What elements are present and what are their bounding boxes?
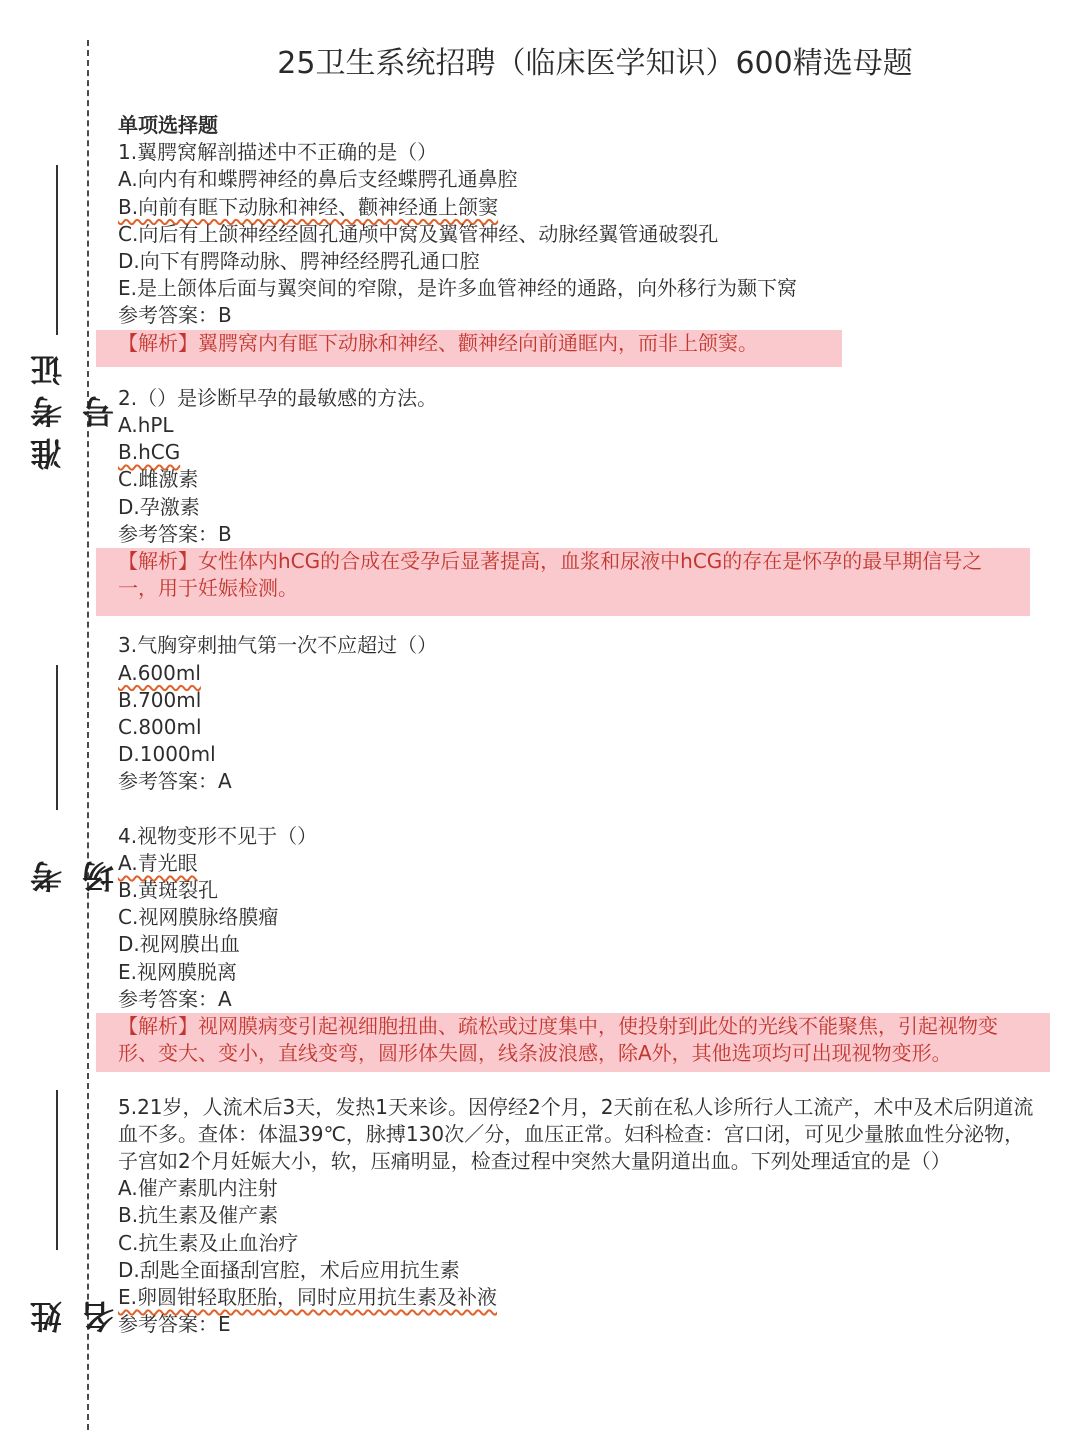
- answer: 参考答案：A: [118, 986, 232, 1011]
- exam-room-line[interactable]: [56, 665, 58, 810]
- question-2: [118, 385, 1043, 617]
- option-d: D.1000ml: [118, 742, 216, 767]
- question-list: [118, 112, 1043, 1338]
- answer: 参考答案：B: [118, 303, 232, 328]
- option-d: D.向下有腭降动脉、腭神经经腭孔通口腔: [118, 249, 480, 274]
- option-c: C.800ml: [118, 715, 202, 740]
- question-stem: 3.气胸穿刺抽气第一次不应超过（）: [118, 633, 438, 658]
- ticket-number-field: [22, 165, 119, 475]
- section-title: 单项选择题: [118, 113, 218, 137]
- analysis-box: 【解析】翼腭窝内有眶下动脉和神经、颧神经向前通眶内，而非上颌窦。: [96, 330, 842, 367]
- question-3: [118, 632, 1043, 795]
- option-a-text: A.600ml: [118, 660, 201, 685]
- option-b-text: B.向前有眶下动脉和神经、颧神经通上颌窦: [118, 194, 499, 219]
- question-stem: 4.视物变形不见于（）: [118, 823, 318, 848]
- option-e: [118, 1284, 1043, 1311]
- option-a: [118, 660, 1043, 687]
- option-d: D.视网膜出血: [118, 932, 240, 957]
- answer: 参考答案：A: [118, 769, 232, 794]
- option-b: [118, 439, 1043, 466]
- name-line[interactable]: [56, 1090, 58, 1250]
- option-e: E.是上颌体后面与翼突间的窄隙，是许多血管神经的通路，向外移行为颞下窝: [118, 276, 797, 301]
- option-a: A.催产素肌内注射: [118, 1176, 278, 1201]
- option-b: B.抗生素及催产素: [118, 1203, 279, 1228]
- option-b: B.700ml: [118, 687, 202, 712]
- name-field: [22, 1090, 119, 1350]
- option-c: C.雌激素: [118, 467, 199, 492]
- option-d: D.孕激素: [118, 494, 200, 519]
- question-stem: 2.（）是诊断早孕的最敏感的方法。: [118, 385, 438, 410]
- analysis-box: 【解析】女性体内hCG的合成在受孕后显著提高，血浆和尿液中hCG的存在是怀孕的最早期信号之一，用于妊娠检测。: [96, 548, 1030, 616]
- exam-room-label: 考场: [29, 831, 119, 894]
- ticket-number-label: 准考证号: [29, 344, 119, 471]
- question-stem: 5.21岁，人流术后3天，发热1天来诊。因停经2个月，2天前在私人诊所行人工流产，术中及术后阴道流血不多。查体：体温39℃，脉搏130次／分，血压正常。妇科检查：宫口闭，可见少量脓血性分泌物，子宫如2个月妊娠大小，软，压痛明显，检查过程中突然大量阴道出血。下列处理适宜的是（）: [118, 1094, 1034, 1173]
- binding-dashed-line: [87, 40, 89, 1430]
- name-label: 姓名: [29, 1271, 119, 1334]
- option-a: A.hPL: [118, 413, 174, 438]
- option-b: B.黄斑裂孔: [118, 878, 219, 903]
- question-stem: 1.翼腭窝解剖描述中不正确的是（）: [118, 140, 438, 165]
- question-5: [118, 1094, 1043, 1339]
- option-e-text: E.卵圆钳轻取胚胎，同时应用抗生素及补液: [118, 1284, 497, 1309]
- ticket-number-line[interactable]: [56, 165, 58, 335]
- option-c: C.抗生素及止血治疗: [118, 1230, 299, 1255]
- answer: 参考答案：B: [118, 521, 232, 546]
- option-e: E.视网膜脱离: [118, 959, 237, 984]
- option-b-text: B.hCG: [118, 440, 181, 465]
- exam-room-field: [22, 665, 119, 910]
- option-a-text: A.青光眼: [118, 850, 198, 875]
- option-c: C.向后有上颌神经经圆孔通颅中窝及翼管神经、动脉经翼管通破裂孔: [118, 221, 719, 246]
- analysis-box: 【解析】视网膜病变引起视细胞扭曲、疏松或过度集中，使投射到此处的光线不能聚焦，引起视物变形、变大、变小，直线变弯，圆形体失圆，线条波浪感，除A外，其他选项均可出现视物变形。: [96, 1013, 1050, 1071]
- page-title: 25卫生系统招聘（临床医学知识）600精选母题: [277, 46, 913, 81]
- question-4: [118, 823, 1043, 1072]
- option-c: C.视网膜脉络膜瘤: [118, 905, 279, 930]
- option-a: [118, 850, 1043, 877]
- option-a: A.向内有和蝶腭神经的鼻后支经蝶腭孔通鼻腔: [118, 167, 518, 192]
- option-d: D.刮匙全面搔刮宫腔，术后应用抗生素: [118, 1257, 460, 1282]
- option-b: [118, 194, 1043, 221]
- question-1: [118, 139, 1043, 367]
- answer: 参考答案：E: [118, 1312, 231, 1337]
